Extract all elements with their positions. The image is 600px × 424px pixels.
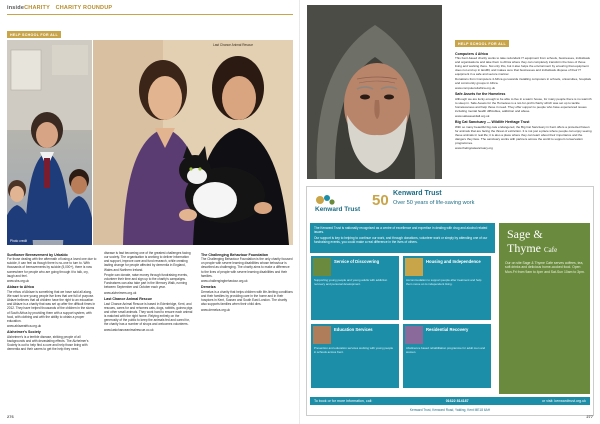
- left-col-3: [201, 251, 293, 411]
- body-alzheimers-cont: disease is fast becoming one of the greatest challenges facing our society. The organisation is working to deliver information and support, improve care and fund research, while creating lasting change for people affected by dementia in England, Wales and Northern Ireland.: [104, 251, 191, 272]
- ad-contact-phone[interactable]: 01622 814187: [445, 399, 469, 403]
- section-tag-right: [455, 40, 509, 47]
- folio-right: 277: [586, 414, 593, 419]
- homeless-man-portrait: [307, 5, 442, 179]
- ad-card-residential[interactable]: [403, 324, 491, 388]
- heading-last-chance: Last Chance Animal Rescue: [104, 296, 152, 301]
- section-tag-right-text: HELP SCHOOL FOR ALL: [458, 41, 506, 46]
- ad-card-residential-title: Residential Recovery: [426, 327, 469, 332]
- ad-contact-website[interactable]: or visit: kenwardtrust.org.uk: [542, 399, 586, 403]
- masthead-charity: CHARITY: [24, 5, 50, 11]
- ad-card-discovering[interactable]: [311, 256, 399, 320]
- section-tag-left: [7, 31, 61, 38]
- web-big-cat: www.thebigcatsanctuary.org: [455, 146, 493, 151]
- web-challenging-behaviour: www.challengingbehaviour.org.uk: [201, 279, 248, 284]
- nurses-with-cat-illustration: [93, 40, 293, 245]
- heading-sunflower: Sunflower Bereavement by Urbaldo: [7, 252, 68, 257]
- ad-contact-label: To book or for more information, call:: [314, 399, 373, 403]
- ad-service-cards: [311, 256, 495, 394]
- masthead-rule: [7, 14, 293, 15]
- body-demelza: Demelza is a charity that helps children with life-limiting conditions and their families by providing care in the home and in their hospices in Kent, Sussex and South East London. The charity also supports families when their child dies.: [201, 289, 293, 307]
- heading-alzheimers: Alzheimer's Society: [7, 330, 41, 335]
- ad-card-housing[interactable]: [403, 256, 491, 320]
- body-alzheimers-fundraise: People can donate, raise money through fundraising events, volunteer their time and sign up to the charity's campaigns. Fundraisers can also take part in the Memory Walk, running between September and October each year.: [104, 272, 188, 290]
- section-tag-left-text: HELP SCHOOL FOR ALL: [10, 32, 58, 37]
- web-ablaze: www.ablazeafrica.org.uk: [7, 324, 42, 329]
- ad-card-education-photo: [313, 326, 331, 344]
- folio-left: 276: [7, 414, 14, 419]
- web-computers-4-africa: www.computers4africa.org.uk: [455, 86, 495, 91]
- body-sunflower: For those dealing with the aftermath of losing a loved one due to suicide, it can feel as though there is no-one to turn to. With thousands of bereavements by suicide (5,000+), there is now somewhere for people who are going through it to talk, cry, laugh and feel.: [7, 257, 97, 278]
- ad-card-discovering-body: Supporting young people and young adults with addiction recovery and personal development.: [314, 278, 388, 286]
- left-col-2: [104, 251, 194, 411]
- body-safe-assets: Although we are lucky enough to be able to live in a warm house, for many people there is no warmth to sleep in. Safe Assets for the Homeless is a not-for-profit charity which was set up to tackle homelessness and help those in need. They offer support to people who have experienced issues including mental health difficulties, addiction and abuse.: [455, 97, 592, 114]
- ad-card-housing-photo: [405, 258, 423, 276]
- left-col-1: [7, 251, 97, 411]
- heading-computers-4-africa: Computers 4 Africa: [455, 51, 489, 56]
- ad-card-discovering-title: Service of Discovering: [334, 259, 380, 264]
- masthead-roundup: CHARITY ROUNDUP: [55, 5, 113, 11]
- nurses-with-cat-photo: [93, 40, 293, 245]
- body-ablaze: The ethos of Ablaze is something that we have said all along. We want to see young people live lives that are full of purpose. Ablaze believes that all children have the right to an education and Ablaze is a charity that was set up after the difficult times in 2012. They have helped thousands of the children in the slums of South Africa by providing them with a support system, with food, with clothing and with the ability to obtain a proper education.: [7, 289, 96, 323]
- kenward-logo-text: Kenward Trust: [315, 206, 361, 213]
- body-challenging-behaviour: The Challenging Behaviour Foundation is the only charity focused on people with severe learning disabilities whose behaviour is described as challenging. The charity aims to make a difference to the lives of people with severe learning disabilities and their families.: [201, 257, 293, 278]
- web-sunflower: www.sbs.org.uk: [7, 279, 29, 284]
- right-text-column: [455, 50, 593, 182]
- sage-thyme-title: [507, 227, 557, 257]
- sage-title-amp: &: [533, 227, 543, 241]
- photo-caption-right: Last Chance Animal Rescue: [213, 43, 254, 47]
- sage-title-3: Cafe: [544, 246, 558, 254]
- ad-contact-bar[interactable]: [310, 397, 590, 405]
- heading-challenging-behaviour: The Challenging Behaviour Foundation: [201, 252, 269, 257]
- kenward-50-badge: 50: [372, 192, 389, 209]
- heading-ablaze: Ablaze to Africa: [7, 285, 35, 290]
- ad-card-housing-title: Housing and Independence: [426, 259, 481, 264]
- school-children-illustration: [7, 40, 92, 245]
- kenward-trust-logo: [312, 191, 394, 219]
- right-page: [300, 0, 600, 424]
- body-alzheimers: Alzheimer's is a terrible disease, striking people of all backgrounds and with devastating effects. The Alzheimer's Society is out to help find a cure and help those living with dementia and their carers to get the help they need.: [7, 335, 89, 352]
- web-last-chance: www.lastchanceanimalrescue.co.uk: [104, 327, 154, 332]
- sage-title-2: Thyme: [507, 241, 541, 255]
- body-computers-4-africa-2: Donations from Computers 4 Africa go towards installing computers in schools, universities, hospitals and community groups in Africa.: [455, 77, 591, 86]
- ad-headline: Kenward Trust: [393, 190, 442, 197]
- ad-card-education-body: Prevention and education services working with young people in schools across Kent.: [314, 346, 394, 354]
- kenward-trust-advert[interactable]: [306, 186, 594, 416]
- ad-card-housing-body: Accommodation to support people after treatment and help them move on to independent living.: [406, 278, 482, 286]
- masthead: [7, 5, 112, 11]
- body-computers-4-africa: This Kent-based charity works to take redundant IT equipment from schools, businesses, individuals and organisations and take them to Africa where they can completely transform the lives of those living and working there. Not only this, but it also helps the environment by ensuring that equipment does not end up in landfill, and makes sure that businesses and individuals dispose of their IT equipment in a safe and secure manner.: [455, 56, 590, 77]
- masthead-inside: inside: [7, 5, 25, 11]
- ad-intro-2: Our support is key to helping to continue our work, and through donations, volunteer work or simply by attending one of our fundraising events, you could make a real difference in the lives of others.: [314, 235, 488, 244]
- ad-intro-1: The Kenward Trust is nationally recognised as a centre of excellence and expertise in dealing with drug and alcohol related issues.: [314, 226, 488, 235]
- ad-card-residential-body: Abstinence based rehabilitation programme for adult men and women.: [406, 346, 486, 354]
- homeless-man-illustration: [307, 5, 442, 179]
- heading-big-cat: Big Cat Sanctuary — Wildlife Heritage Trust: [455, 120, 530, 125]
- heading-demelza: Demelza: [201, 285, 216, 290]
- web-safe-assets: www.safeasset4all.org.uk: [455, 114, 490, 119]
- ad-intro-strip: [310, 223, 495, 253]
- body-last-chance: Last Chance Animal Rescue is based in Edenbridge, Kent, and rescues, cares for and rehomes cats, dogs, rabbits, guinea pigs and other small animals. They work hard to ensure each animal is matched with the right home. Relying entirely on the generosity of the public to keep the animals fed and cared for, the charity has a number of shops and welcomes volunteers.: [104, 301, 193, 327]
- ad-address: Kenward Trust, Kenward Road, Yalding, Kent ME18 6AH: [409, 408, 491, 412]
- body-big-cat: With so many beautiful big cats endangered, the Big Cat Sanctuary in Kent offers a protected haven for animals that are facing the threat of extinction. It is not just a place where people can enjoy seeing these animals in real life; it is also a place where they can learn about their importance and the dangers they face. The sanctuary works with partners across the world to support conservation programmes.: [455, 124, 592, 145]
- ad-card-education[interactable]: [311, 324, 399, 388]
- ad-card-education-title: Education Services: [334, 327, 373, 332]
- ad-card-residential-photo: [405, 326, 423, 344]
- web-alzheimers: www.alzheimers.org.uk: [104, 290, 137, 295]
- web-demelza: www.demelza.org.uk: [201, 307, 230, 312]
- sage-thyme-cafe-panel[interactable]: [499, 223, 590, 394]
- sage-thyme-body: Our on site Sage & Thyme Cafe serves coffees, tea, soft drinks and delicious home-cooked food. Open Mon-Fri from 9am to 4pm and Sat-Sun 10am to 3pm.: [505, 261, 585, 274]
- ad-card-discovering-photo: [313, 258, 331, 276]
- school-children-photo: [7, 40, 92, 245]
- ad-tagline: Over 50 years of life-saving work: [393, 200, 475, 206]
- sage-title-1: Sage: [507, 227, 531, 241]
- photo-credit-left: Photo credit: [10, 239, 28, 243]
- heading-safe-assets: Safe Assets for the Homeless: [455, 92, 506, 97]
